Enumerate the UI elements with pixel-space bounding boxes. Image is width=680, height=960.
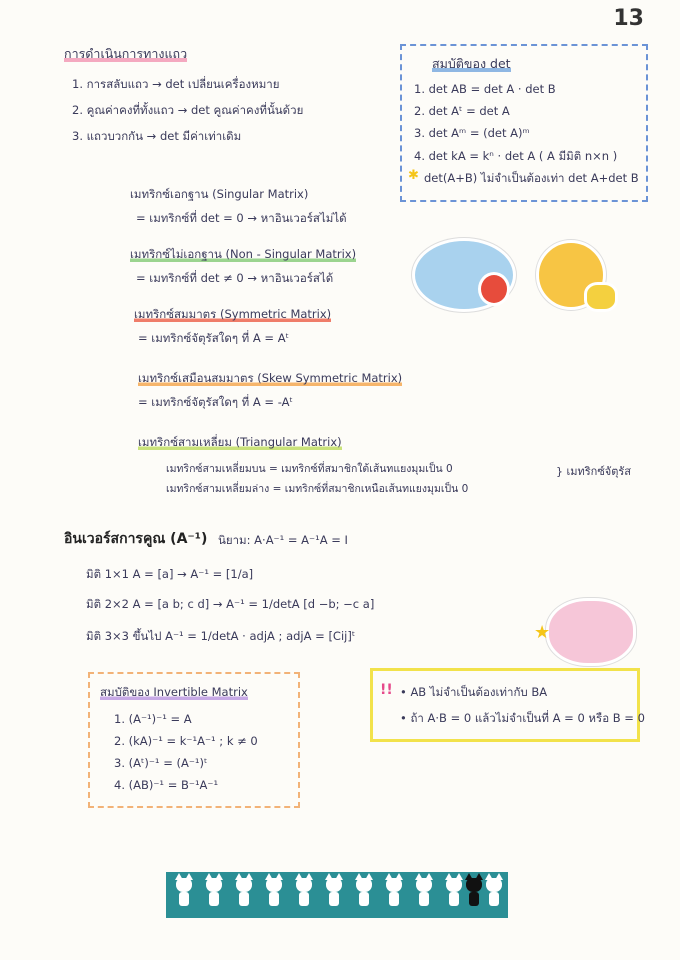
red-hood-girl-sticker bbox=[478, 272, 510, 306]
cat-icon bbox=[326, 878, 342, 908]
cat-icon bbox=[206, 878, 222, 908]
star-wand-icon: ★ bbox=[534, 622, 551, 643]
black-cat-icon bbox=[466, 878, 482, 908]
row-ops-title: การดำเนินการทางแถว bbox=[64, 44, 187, 64]
singular-desc: = เมทริกซ์ที่ det = 0 → หาอินเวอร์สไม่ได้ bbox=[136, 211, 347, 225]
det-property-item: 1. det AB = det A · det B bbox=[414, 82, 556, 96]
cat-icon bbox=[386, 878, 402, 908]
star-icon: ✱ bbox=[408, 168, 419, 183]
cat-icon bbox=[486, 878, 502, 908]
cat-icon bbox=[266, 878, 282, 908]
nonsingular-desc: = เมทริกซ์ที่ det ≠ 0 → หาอินเวอร์สได้ bbox=[136, 271, 334, 285]
warning-item: • ถ้า A·B = 0 แล้วไม่จำเป็นที่ A = 0 หรือ B = 0 bbox=[400, 711, 645, 725]
inverse-title: อินเวอร์สการคูณ (A⁻¹) bbox=[64, 531, 208, 547]
cat-icon bbox=[236, 878, 252, 908]
inverse-3x3: มิติ 3×3 ขึ้นไป A⁻¹ = 1/detA · adjA ; adjA = [Cij]ᵗ bbox=[86, 629, 356, 643]
row-ops-item: 3. แถวบวกกัน → det มีค่าเท่าเดิม bbox=[72, 129, 242, 143]
invertible-property-item: 2. (kA)⁻¹ = k⁻¹A⁻¹ ; k ≠ 0 bbox=[114, 734, 258, 748]
pikachu-sticker bbox=[584, 282, 618, 312]
page-number: 13 bbox=[613, 6, 644, 31]
twin-stars-sticker bbox=[546, 598, 636, 666]
det-property-item: 4. det kA = kⁿ · det A ( A มีมิติ n×n ) bbox=[414, 149, 618, 163]
warning-marker: !! bbox=[380, 682, 393, 698]
invertible-properties-title: สมบัติของ Invertible Matrix bbox=[100, 684, 248, 702]
row-ops-item: 1. การสลับแถว → det เปลี่ยนเครื่องหมาย bbox=[72, 77, 280, 91]
cat-icon bbox=[296, 878, 312, 908]
invertible-property-item: 4. (AB)⁻¹ = B⁻¹A⁻¹ bbox=[114, 778, 219, 792]
singular-heading: เมทริกซ์เอกฐาน (Singular Matrix) bbox=[130, 187, 309, 201]
row-ops-item: 2. คูณค่าคงที่ทั้งแถว → det คูณค่าคงที่นั้นด้วย bbox=[72, 103, 304, 117]
inverse-definition: นิยาม: A·A⁻¹ = A⁻¹A = I bbox=[218, 533, 348, 547]
upper-triangular-desc: เมทริกซ์สามเหลี่ยมบน = เมทริกซ์ที่สมาชิกใต้เส้นทแยงมุมเป็น 0 bbox=[166, 463, 453, 475]
triangular-heading: เมทริกซ์สามเหลี่ยม (Triangular Matrix) bbox=[138, 434, 342, 452]
warnings-box bbox=[370, 668, 640, 742]
cat-icon bbox=[356, 878, 372, 908]
cat-washi-tape bbox=[166, 872, 508, 918]
symmetric-desc: = เมทริกซ์จัตุรัสใดๆ ที่ A = Aᵗ bbox=[138, 331, 289, 345]
cat-icon bbox=[416, 878, 432, 908]
det-property-item: 3. det Aᵐ = (det A)ᵐ bbox=[414, 126, 530, 140]
symmetric-heading: เมทริกซ์สมมาตร (Symmetric Matrix) bbox=[134, 306, 331, 324]
det-property-note: det(A+B) ไม่จำเป็นต้องเท่า det A+det B bbox=[424, 171, 639, 185]
nonsingular-heading: เมทริกซ์ไม่เอกฐาน (Non - Singular Matrix) bbox=[130, 246, 356, 264]
cat-icon bbox=[176, 878, 192, 908]
square-matrix-brace-label: } เมทริกซ์จัตุรัส bbox=[556, 465, 632, 478]
skew-symmetric-desc: = เมทริกซ์จัตุรัสใดๆ ที่ A = -Aᵗ bbox=[138, 395, 293, 409]
warning-item: • AB ไม่จำเป็นต้องเท่ากับ BA bbox=[400, 685, 548, 699]
inverse-2x2: มิติ 2×2 A = [a b; c d] → A⁻¹ = 1/detA [d −b; −c a] bbox=[86, 597, 375, 611]
cat-icon bbox=[446, 878, 462, 908]
inverse-1x1: มิติ 1×1 A = [a] → A⁻¹ = [1/a] bbox=[86, 567, 254, 581]
skew-symmetric-heading: เมทริกซ์เสมือนสมมาตร (Skew Symmetric Matrix) bbox=[138, 370, 402, 388]
lower-triangular-desc: เมทริกซ์สามเหลี่ยมล่าง = เมทริกซ์ที่สมาชิกเหนือเส้นทแยงมุมเป็น 0 bbox=[166, 483, 469, 495]
det-property-item: 2. det Aᵗ = det A bbox=[414, 104, 510, 118]
invertible-property-item: 3. (Aᵗ)⁻¹ = (A⁻¹)ᵗ bbox=[114, 756, 208, 770]
invertible-property-item: 1. (A⁻¹)⁻¹ = A bbox=[114, 712, 192, 726]
det-properties-title: สมบัติของ det bbox=[432, 54, 511, 74]
